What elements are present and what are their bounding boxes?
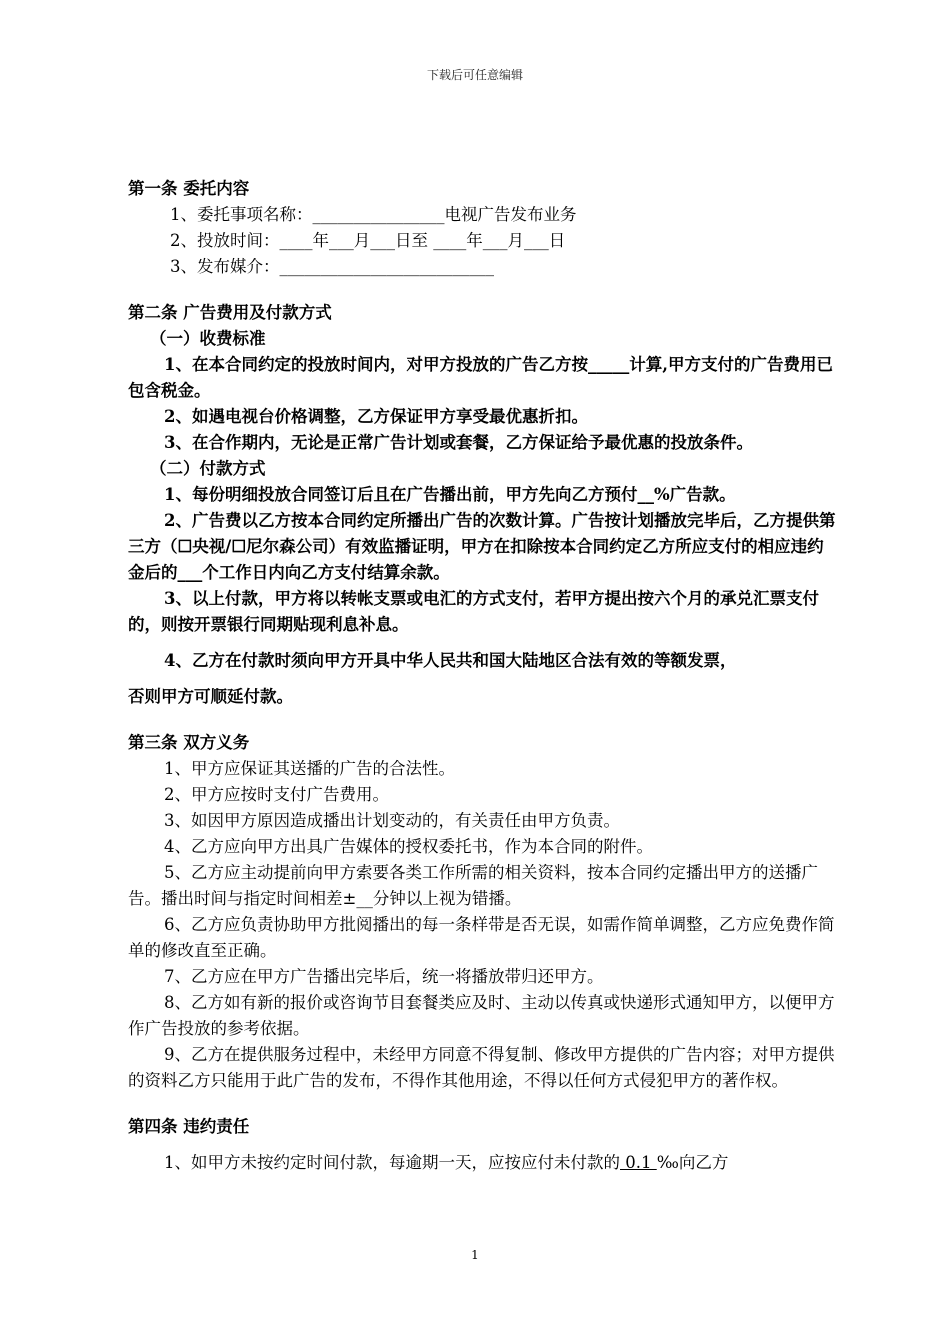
document-body <box>128 176 838 1176</box>
s3-item-2: 2、甲方应按时支付广告费用。 <box>164 785 389 804</box>
spacer <box>128 280 838 300</box>
spacer <box>128 1140 838 1150</box>
section-2-title: 第二条 广告费用及付款方式 <box>128 303 332 322</box>
spacer <box>128 674 838 684</box>
s1-item-3: 3、发布媒介：__________________________ <box>170 257 494 276</box>
page-number: 1 <box>471 1248 479 1262</box>
s3-item-9: 9、乙方在提供服务过程中，未经甲方同意不得复制、修改甲方提供的广告内容；对甲方提供的资料乙方只能用于此广告的发布，不得作其他用途，不得以任何方式侵犯甲方的著作权。 <box>128 1045 835 1090</box>
s2-subheading-payment: （二）付款方式 <box>150 459 266 478</box>
spacer <box>128 1094 838 1114</box>
s2-fee-item-3: 3、在合作期内，无论是正常广告计划或套餐，乙方保证给予最优惠的投放条件。 <box>164 433 753 452</box>
s2-pay-item-4-line-2: 否则甲方可顺延付款。 <box>128 687 293 706</box>
s3-item-6: 6、乙方应负责协助甲方批阅播出的每一条样带是否无误，如需作简单调整，乙方应免费作简单的修改直至正确。 <box>128 915 835 960</box>
page-header: 下载后可任意编辑 <box>426 68 523 82</box>
s2-fee-item-1: 1、在本合同约定的投放时间内，对甲方投放的广告乙方按_____计算,甲方支付的广告费用已包含税金。 <box>128 355 833 400</box>
s2-subheading-fee-standard: （一）收费标准 <box>150 329 266 348</box>
s3-item-8: 8、乙方如有新的报价或咨询节目套餐类应及时、主动以传真或快递形式通知甲方，以便甲方作广告投放的参考依据。 <box>128 993 835 1038</box>
s3-item-1: 1、甲方应保证其送播的广告的合法性。 <box>164 759 455 778</box>
s1-item-2: 2、投放时间：____年___月___日至 ____年___月___日 <box>170 231 566 250</box>
s2-pay-item-3: 3、以上付款，甲方将以转帐支票或电汇的方式支付，若甲方提出按六个月的承兑汇票支付的，则按开票银行同期贴现利息补息。 <box>128 589 819 634</box>
s4-item-1-text: 1、如甲方未按约定时间付款，每逾期一天，应按应付未付款的 <box>164 1153 620 1172</box>
section-3-title: 第三条 双方义务 <box>128 733 250 752</box>
spacer <box>128 710 838 730</box>
spacer <box>128 638 838 648</box>
s3-item-5: 5、乙方应主动提前向甲方索要各类工作所需的相关资料，按本合同约定播出甲方的送播广告。播出时间与指定时间相差±__分钟以上视为错播。 <box>128 863 818 908</box>
s4-item-1-tail: ‰向乙方 <box>656 1153 729 1172</box>
s3-item-7: 7、乙方应在甲方广告播出完毕后，统一将播放带归还甲方。 <box>164 967 604 986</box>
s3-item-4: 4、乙方应向甲方出具广告媒体的授权委托书，作为本合同的附件。 <box>164 837 653 856</box>
s1-item-1: 1、委托事项名称：________________电视广告发布业务 <box>170 205 577 224</box>
s3-item-3: 3、如因甲方原因造成播出计划变动的，有关责任由甲方负责。 <box>164 811 620 830</box>
section-1-title: 第一条 委托内容 <box>128 179 250 198</box>
s2-pay-item-4-line-1: 4、乙方在付款时须向甲方开具中华人民共和国大陆地区合法有效的等额发票， <box>164 651 737 670</box>
s2-fee-item-2: 2、如遇电视台价格调整，乙方保证甲方享受最优惠折扣。 <box>164 407 588 426</box>
s4-penalty-rate: 0.1 <box>620 1153 657 1172</box>
s2-pay-item-1: 1、每份明细投放合同签订后且在广告播出前，甲方先向乙方预付__%广告款。 <box>164 485 736 504</box>
section-4-title: 第四条 违约责任 <box>128 1117 250 1136</box>
s4-item-1 <box>128 1150 838 1176</box>
s2-pay-item-2: 2、广告费以乙方按本合同约定所播出广告的次数计算。广告按计划播放完毕后，乙方提供第三方（☐央视/☐尼尔森公司）有效监播证明，甲方在扣除按本合同约定乙方所应支付的相应违约金后的___个工作日内向乙方支付结算余款。 <box>128 511 836 582</box>
